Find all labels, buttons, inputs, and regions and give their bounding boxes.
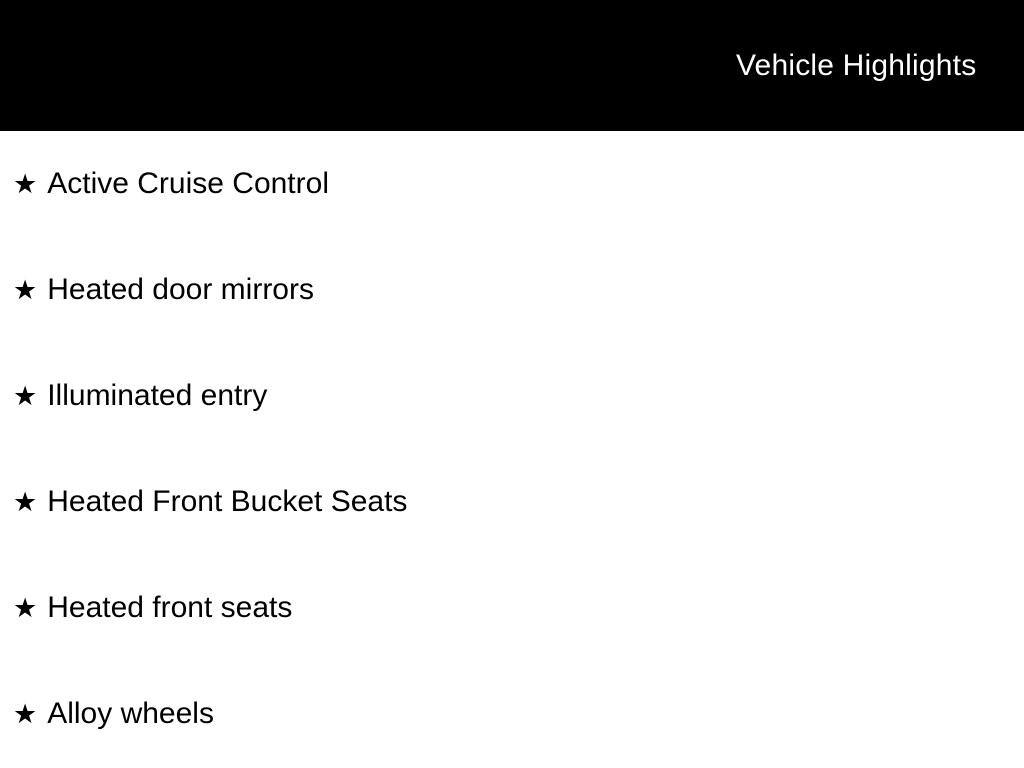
highlight-item-label: Heated front seats: [47, 591, 293, 624]
header-bar: [0, 0, 1024, 131]
highlight-item-label: Heated door mirrors: [47, 273, 314, 306]
star-icon: ★: [13, 380, 38, 411]
highlight-item-label: Illuminated entry: [47, 379, 268, 412]
highlight-item: [0, 237, 1024, 343]
star-icon: ★: [13, 592, 38, 623]
page-title: Vehicle Highlights: [736, 48, 977, 82]
highlight-item-label: Heated Front Bucket Seats: [47, 485, 408, 518]
highlight-item: [0, 555, 1024, 661]
star-icon: ★: [13, 168, 38, 199]
star-icon: ★: [13, 486, 38, 517]
highlight-item: [0, 661, 1024, 767]
highlight-item: [0, 343, 1024, 449]
highlight-item-label: Active Cruise Control: [47, 167, 329, 200]
highlight-item-label: Alloy wheels: [47, 697, 214, 730]
vehicle-highlights-list: [0, 131, 1024, 767]
highlight-item: [0, 449, 1024, 555]
star-icon: ★: [13, 698, 38, 729]
star-icon: ★: [13, 274, 38, 305]
highlight-item: [0, 131, 1024, 237]
